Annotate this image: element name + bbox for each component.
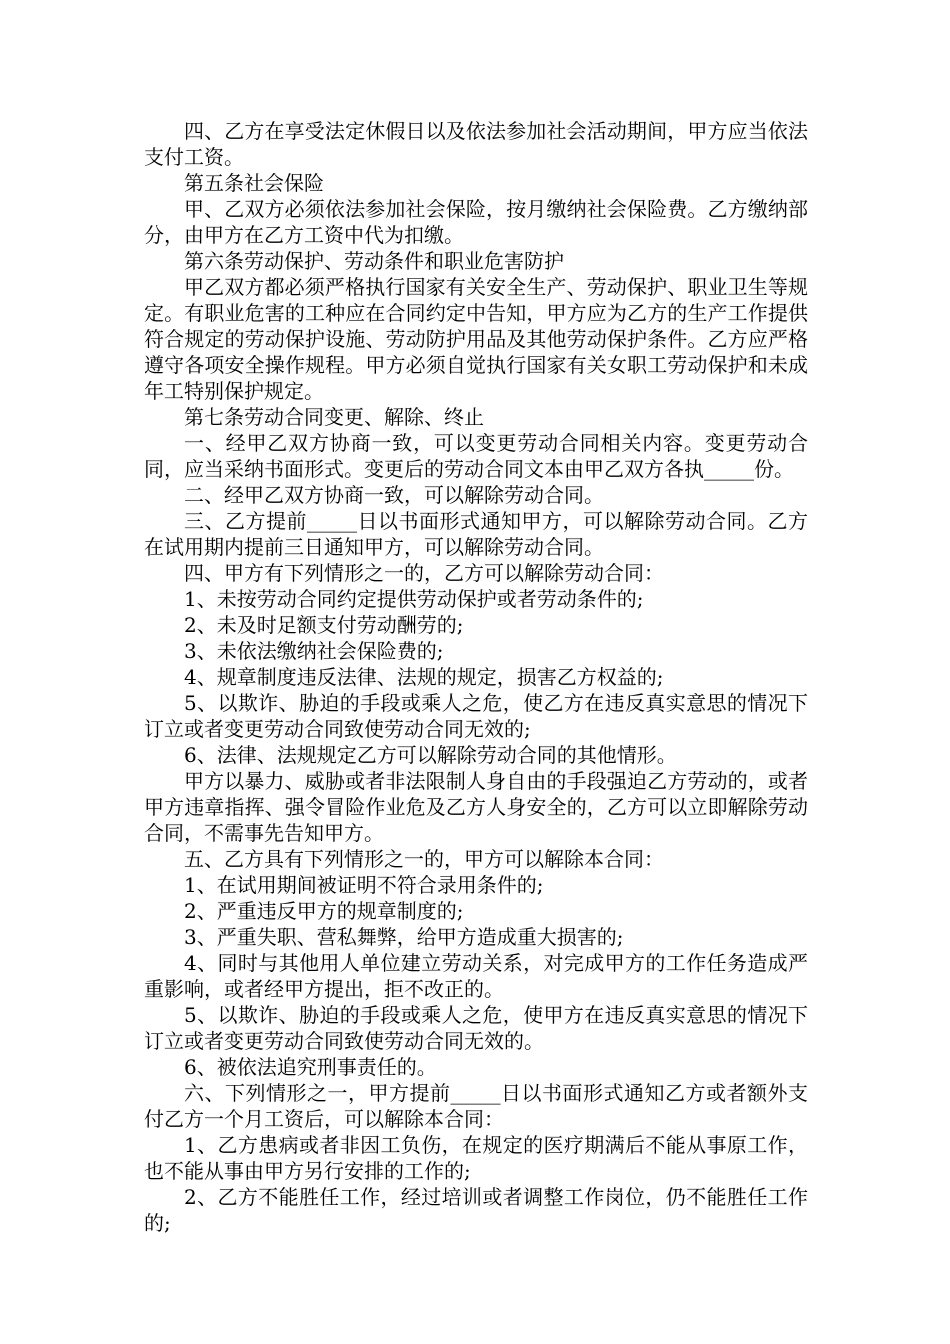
paragraph-employee-notice-termination: 三、乙方提前_____日以书面形式通知甲方，可以解除劳动合同。乙方在试用期内提前三日通知甲方，可以解除劳动合同。 bbox=[144, 509, 808, 559]
heading-article-7-contract-changes: 第七条劳动合同变更、解除、终止 bbox=[184, 405, 484, 429]
list-item: 5、以欺诈、胁迫的手段或乘人之危，使乙方在违反真实意思的情况下订立或者变更劳动合同致使劳动合同无效的; bbox=[144, 691, 808, 741]
list-item: 3、未依法缴纳社会保险费的; bbox=[184, 639, 444, 663]
list-item: 5、以欺诈、胁迫的手段或乘人之危，使甲方在违反真实意思的情况下订立或者变更劳动合同致使劳动合同无效的。 bbox=[144, 1003, 808, 1053]
list-item: 2、乙方不能胜任工作，经过培训或者调整工作岗位，仍不能胜任工作的; bbox=[144, 1185, 808, 1235]
list-item: 4、规章制度违反法律、法规的规定，损害乙方权益的; bbox=[184, 665, 664, 689]
list-item: 1、在试用期间被证明不符合录用条件的; bbox=[184, 873, 544, 897]
list-item: 2、严重违反甲方的规章制度的; bbox=[184, 899, 464, 923]
paragraph-mutual-termination: 二、经甲乙双方协商一致，可以解除劳动合同。 bbox=[184, 483, 604, 507]
list-item: 3、严重失职、营私舞弊，给甲方造成重大损害的; bbox=[184, 925, 624, 949]
paragraph-contract-change: 一、经甲乙双方协商一致，可以变更劳动合同相关内容。变更劳动合同，应当采纳书面形式。变更后的劳动合同文本由甲乙双方各执_____份。 bbox=[144, 431, 808, 481]
paragraph-immediate-termination: 甲方以暴力、威胁或者非法限制人身自由的手段强迫乙方劳动的，或者甲方违章指挥、强令冒险作业危及乙方人身安全的，乙方可以立即解除劳动合同，不需事先告知甲方。 bbox=[144, 769, 808, 845]
list-item: 6、被依法追究刑事责任的。 bbox=[184, 1055, 437, 1079]
heading-article-6-labor-protection: 第六条劳动保护、劳动条件和职业危害防护 bbox=[184, 249, 564, 273]
paragraph-employee-may-terminate: 四、甲方有下列情形之一的，乙方可以解除劳动合同： bbox=[184, 561, 664, 585]
list-item: 6、法律、法规规定乙方可以解除劳动合同的其他情形。 bbox=[184, 743, 677, 767]
paragraph-employer-may-terminate: 五、乙方具有下列情形之一的，甲方可以解除本合同： bbox=[184, 847, 664, 871]
paragraph-wages-during-holidays: 四、乙方在享受法定休假日以及依法参加社会活动期间，甲方应当依法支付工资。 bbox=[144, 119, 808, 169]
paragraph-labor-protection: 甲乙双方都必须严格执行国家有关安全生产、劳动保护、职业卫生等规定。有职业危害的工种应在合同约定中告知，甲方应为乙方的生产工作提供符合规定的劳动保护设施、劳动防护用品及其他劳动保护条件。乙方应严格遵守各项安全操作规程。甲方必须自觉执行国家有关女职工劳动保护和未成年工特别保护规定。 bbox=[144, 275, 808, 403]
paragraph-social-insurance: 甲、乙双方必须依法参加社会保险，按月缴纳社会保险费。乙方缴纳部分，由甲方在乙方工资中代为扣缴。 bbox=[144, 197, 808, 247]
list-item: 2、未及时足额支付劳动酬劳的; bbox=[184, 613, 464, 637]
paragraph-notice-termination: 六、下列情形之一，甲方提前_____日以书面形式通知乙方或者额外支付乙方一个月工资后，可以解除本合同： bbox=[144, 1081, 808, 1131]
list-item: 1、未按劳动合同约定提供劳动保护或者劳动条件的; bbox=[184, 587, 644, 611]
heading-article-5-social-insurance: 第五条社会保险 bbox=[184, 171, 324, 195]
list-item: 4、同时与其他用人单位建立劳动关系，对完成甲方的工作任务造成严重影响，或者经甲方提出，拒不改正的。 bbox=[144, 951, 808, 1001]
document-page bbox=[144, 118, 808, 1236]
list-item: 1、乙方患病或者非因工负伤，在规定的医疗期满后不能从事原工作，也不能从事由甲方另行安排的工作的; bbox=[144, 1133, 808, 1183]
